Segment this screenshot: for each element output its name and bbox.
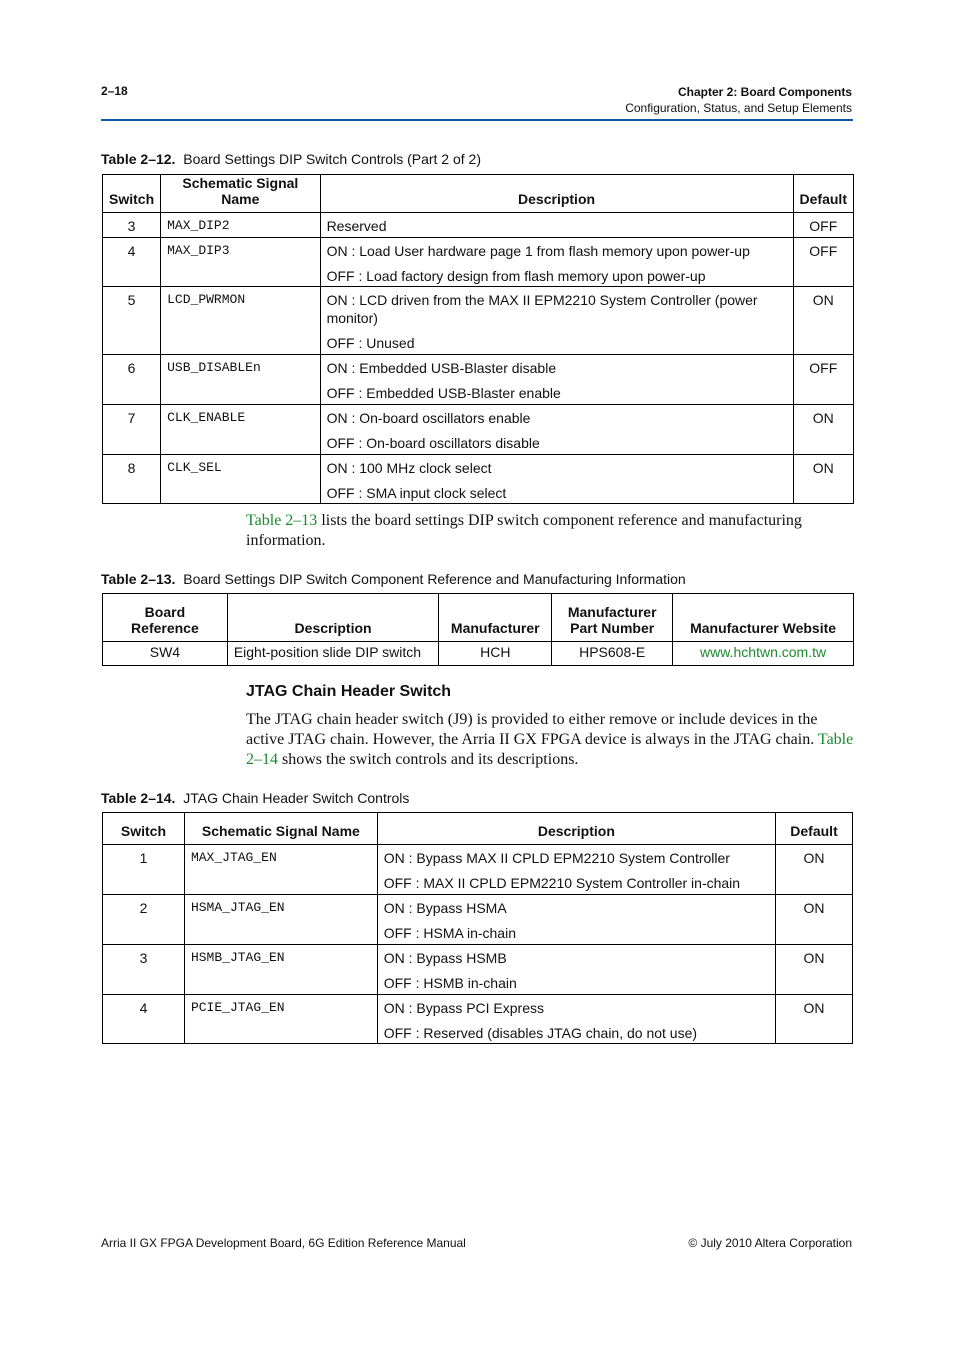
cell-switch <box>103 355 161 405</box>
table-12-caption <box>101 151 481 167</box>
table-row <box>103 455 854 504</box>
cell-signal <box>184 995 377 1044</box>
table-14-title: JTAG Chain Header Switch Controls <box>183 790 410 806</box>
default-value: ON <box>803 950 825 966</box>
default-value: OFF <box>809 218 838 234</box>
chapter-title: Chapter 2: Board Components <box>677 85 852 99</box>
table-14-label: Table 2–14. <box>101 790 176 806</box>
cell-default <box>793 287 853 355</box>
cell-switch <box>103 455 161 504</box>
cell-default <box>776 995 853 1044</box>
default-value: ON <box>803 1000 825 1016</box>
cell-signal <box>161 287 320 355</box>
cell-default <box>793 405 853 455</box>
description-line: OFF : SMA input clock select <box>326 485 507 501</box>
cell-default <box>776 845 853 895</box>
cell-switch <box>103 405 161 455</box>
cell-description <box>320 405 793 455</box>
table-12-title: Board Settings DIP Switch Controls (Part 2 of 2) <box>183 151 481 167</box>
cell-description <box>320 287 793 355</box>
cell-default <box>776 895 853 945</box>
description-line: OFF : Load factory design from flash memory upon power-up <box>326 268 706 284</box>
table-row <box>103 238 854 287</box>
description-line: ON : On-board oscillators enable <box>326 410 531 426</box>
table-13-label: Table 2–13. <box>101 571 176 587</box>
description-line: OFF : On-board oscillators disable <box>326 435 540 451</box>
default-value: ON <box>812 410 834 426</box>
description-line: ON : Bypass MAX II CPLD EPM2210 System Controller <box>383 850 730 866</box>
signal-name: LCD_PWRMON <box>167 292 246 307</box>
signal-name: PCIE_JTAG_EN <box>190 1000 285 1015</box>
description-line: ON : Load User hardware page 1 from flash memory upon power-up <box>326 243 750 259</box>
col-part-number-line2: Part Number <box>570 620 655 636</box>
signal-name: HSMA_JTAG_EN <box>190 900 285 915</box>
cell-default <box>776 945 853 995</box>
description-line: OFF : HSMB in-chain <box>383 975 517 991</box>
table-14-caption <box>101 790 409 806</box>
description-line: OFF : Reserved (disables JTAG chain, do not use) <box>383 1025 698 1041</box>
website-link[interactable]: www.hchtwn.com.tw <box>673 642 854 666</box>
switch-number: 5 <box>127 292 136 308</box>
paragraph-text: lists the board settings DIP switch component reference and manufacturing information. <box>246 512 802 549</box>
switch-number: 4 <box>139 1000 148 1016</box>
col-default: Default <box>793 175 853 213</box>
table-13-caption <box>101 571 686 587</box>
table-12-label: Table 2–12. <box>101 151 176 167</box>
cell-reference: SW4 <box>103 642 228 666</box>
table-row <box>103 845 853 895</box>
switch-number: 2 <box>139 900 148 916</box>
cell-default <box>793 213 853 238</box>
page-number: 2–18 <box>101 84 128 98</box>
cell-switch <box>103 995 185 1044</box>
cell-description <box>320 455 793 504</box>
cell-description <box>320 355 793 405</box>
cell-description <box>377 895 775 945</box>
table-row <box>103 945 853 995</box>
description-line: ON : Bypass PCI Express <box>383 1000 545 1016</box>
signal-name: CLK_SEL <box>167 460 222 475</box>
cell-description: Eight-position slide DIP switch <box>227 642 438 666</box>
switch-number: 3 <box>139 950 148 966</box>
table-row <box>103 405 854 455</box>
cell-signal <box>161 213 320 238</box>
switch-number: 6 <box>127 360 136 376</box>
description-line: ON : Embedded USB-Blaster disable <box>326 360 557 376</box>
description-line: ON : 100 MHz clock select <box>326 460 492 476</box>
cell-part-number: HPS608-E <box>552 642 673 666</box>
cell-signal <box>161 405 320 455</box>
switch-number: 3 <box>127 218 136 234</box>
table-13-title: Board Settings DIP Switch Component Reference and Manufacturing Information <box>183 571 686 587</box>
cell-signal <box>184 945 377 995</box>
table-2-14-link[interactable]: Table 2–14 <box>246 731 854 768</box>
signal-name: MAX_DIP3 <box>167 243 230 258</box>
col-manufacturer: Manufacturer <box>439 594 552 642</box>
description-line: ON : LCD driven from the MAX II EPM2210 System Controller (power monitor) <box>326 292 758 326</box>
footer-manual-title: Arria II GX FPGA Development Board, 6G Edition Reference Manual <box>101 1236 466 1250</box>
cell-switch <box>103 945 185 995</box>
table-2-13-link[interactable]: Table 2–13 <box>246 512 318 529</box>
default-value: ON <box>803 900 825 916</box>
cell-description <box>377 995 775 1044</box>
cell-switch <box>103 238 161 287</box>
section-title: Configuration, Status, and Setup Elements <box>625 101 852 115</box>
col-signal: Schematic Signal Name <box>161 175 320 213</box>
paragraph-text: The JTAG chain header switch (J9) is provided to either remove or include devices in the active JTAG chain. However, the Arria II GX FPGA device is always in the JTAG chain. <box>246 711 818 748</box>
col-board-reference: Board Reference <box>103 594 228 642</box>
signal-name: CLK_ENABLE <box>167 410 246 425</box>
cell-default <box>793 355 853 405</box>
table-row <box>103 287 854 355</box>
default-value: OFF <box>809 243 838 259</box>
cell-signal <box>161 238 320 287</box>
switch-number: 8 <box>127 460 136 476</box>
default-value: ON <box>812 292 834 308</box>
running-header <box>625 84 852 116</box>
col-part-number-line1: Manufacturer <box>567 604 657 620</box>
table-13 <box>102 593 854 666</box>
cell-signal <box>184 895 377 945</box>
signal-name: USB_DISABLEn <box>167 360 261 375</box>
default-value: ON <box>803 850 825 866</box>
table-row <box>103 995 853 1044</box>
cell-switch <box>103 895 185 945</box>
table-12 <box>102 174 854 504</box>
cell-description <box>320 238 793 287</box>
paragraph-table-13-intro <box>246 511 856 551</box>
table-row <box>103 355 854 405</box>
signal-name: HSMB_JTAG_EN <box>190 950 285 965</box>
signal-name: MAX_DIP2 <box>167 218 230 233</box>
cell-switch <box>103 287 161 355</box>
cell-description <box>377 845 775 895</box>
description-line: Reserved <box>326 218 387 234</box>
description-line: ON : Bypass HSMB <box>383 950 507 966</box>
cell-default <box>793 455 853 504</box>
cell-description <box>320 213 793 238</box>
switch-number: 4 <box>127 243 136 259</box>
col-description: Description <box>377 813 775 845</box>
cell-signal <box>184 845 377 895</box>
paragraph-jtag <box>246 710 856 770</box>
description-line: OFF : Embedded USB-Blaster enable <box>326 385 561 401</box>
table-row <box>103 895 853 945</box>
switch-number: 7 <box>127 410 136 426</box>
col-switch: Switch <box>103 813 185 845</box>
footer-copyright: © July 2010 Altera Corporation <box>688 1236 852 1250</box>
cell-manufacturer: HCH <box>439 642 552 666</box>
table-row <box>103 213 854 238</box>
col-default: Default <box>776 813 853 845</box>
col-description: Description <box>320 175 793 213</box>
default-value: ON <box>812 460 834 476</box>
col-description: Description <box>227 594 438 642</box>
table-14 <box>102 812 853 1044</box>
switch-number: 1 <box>139 850 148 866</box>
col-part-number <box>552 594 673 642</box>
description-line: OFF : MAX II CPLD EPM2210 System Controller in-chain <box>383 875 741 891</box>
table-row <box>103 642 854 666</box>
col-website: Manufacturer Website <box>673 594 854 642</box>
col-signal: Schematic Signal Name <box>184 813 377 845</box>
cell-switch <box>103 845 185 895</box>
paragraph-text-end: shows the switch controls and its descriptions. <box>278 751 579 768</box>
cell-signal <box>161 355 320 405</box>
default-value: OFF <box>809 360 838 376</box>
section-heading-jtag: JTAG Chain Header Switch <box>246 683 452 700</box>
cell-default <box>793 238 853 287</box>
description-line: OFF : HSMA in-chain <box>383 925 516 941</box>
description-line: OFF : Unused <box>326 335 415 351</box>
cell-switch <box>103 213 161 238</box>
col-switch: Switch <box>103 175 161 213</box>
cell-signal <box>161 455 320 504</box>
cell-description <box>377 945 775 995</box>
description-line: ON : Bypass HSMA <box>383 900 507 916</box>
header-rule <box>101 119 853 121</box>
signal-name: MAX_JTAG_EN <box>190 850 277 865</box>
